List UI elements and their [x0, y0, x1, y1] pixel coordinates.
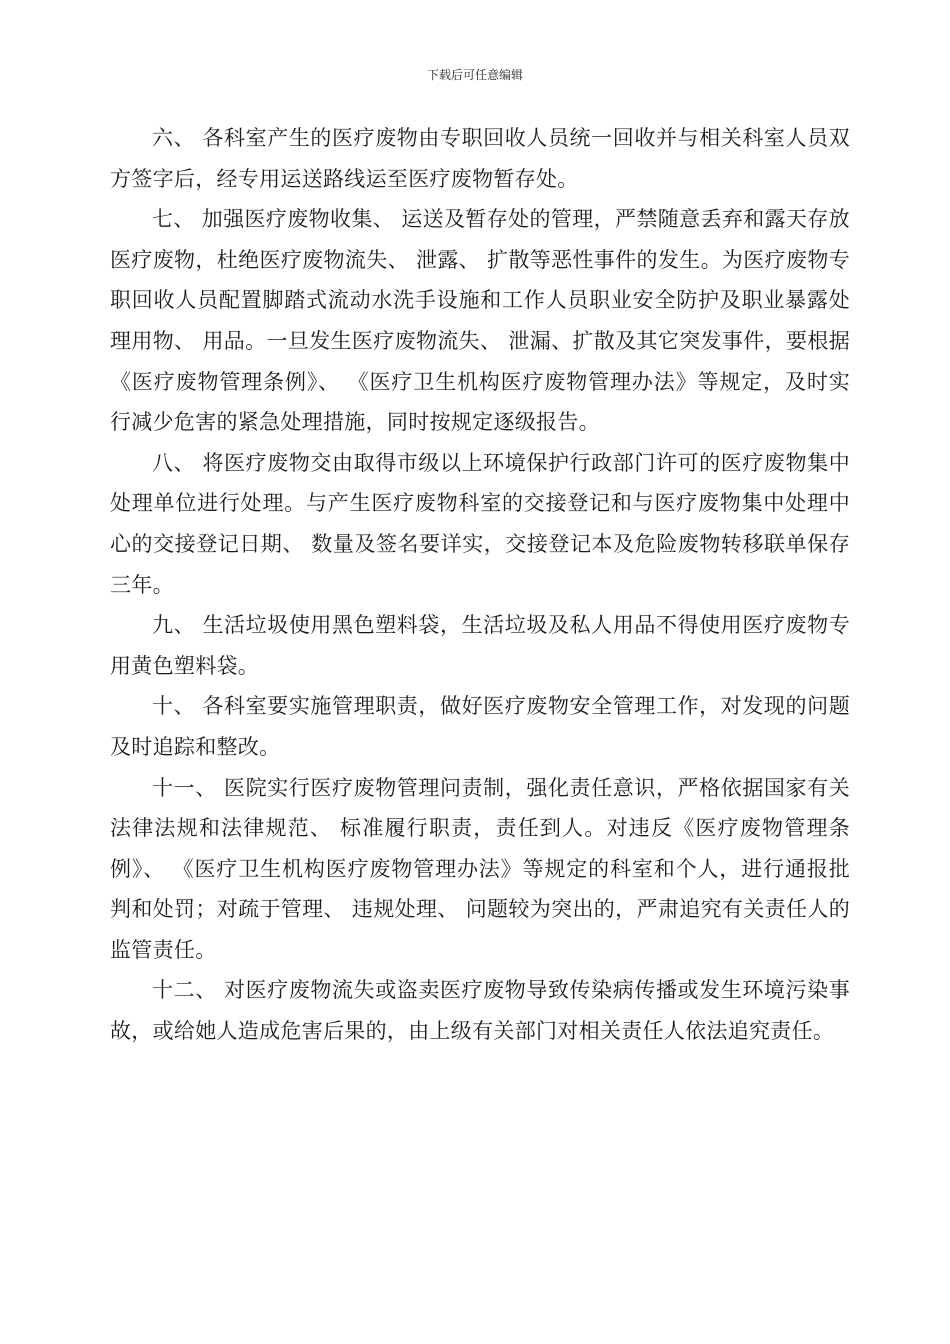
paragraph-12: 十二、 对医疗废物流失或盗卖医疗废物导致传染病传播或发生环境污染事故，或给她人造成危害后果的，由上级有关部门对相关责任人依法追究责任。	[110, 978, 850, 1044]
paragraph-10: 十、 各科室要实施管理职责，做好医疗废物安全管理工作，对发现的问题及时追踪和整改。	[110, 694, 850, 759]
paragraph-11: 十一、 医院实行医疗废物管理问责制，强化责任意识，严格依据国家有关法律法规和法律规范、 标准履行职责，责任到人。对违反《医疗废物管理条例》、 《医疗卫生机构医疗废物管理办法》等规定的科室和个人，进行通报批判和处罚；对疏于管理、 违规处理、 问题较为突出的，严肃追究有关责任人的监管责任。	[110, 775, 850, 962]
paragraph-7: 七、 加强医疗废物收集、 运送及暂存处的管理，严禁随意丢弃和露天存放医疗废物，杜绝医疗废物流失、 泄露、 扩散等恶性事件的发生。为医疗废物专职回收人员配置脚踏式流动水洗手设施和工作人员职业安全防护及职业暴露处理用物、 用品。一旦发生医疗废物流失、 泄漏、扩散及其它突发事件，要根据《医疗废物管理条例》、 《医疗卫生机构医疗废物管理办法》等规定，及时实行减少危害的紧急处理措施，同时按规定逐级报告。	[110, 207, 850, 435]
paragraph-8: 八、 将医疗废物交由取得市级以上环境保护行政部门许可的医疗废物集中处理单位进行处理。与产生医疗废物科室的交接登记和与医疗废物集中处理中心的交接登记日期、 数量及签名要详实，交接登记本及危险废物转移联单保存三年。	[110, 450, 850, 597]
paragraph-6: 六、 各科室产生的医疗废物由专职回收人员统一回收并与相关科室人员双方签字后，经专用运送路线运至医疗废物暂存处。	[110, 126, 850, 191]
paragraph-9: 九、 生活垃圾使用黑色塑料袋，生活垃圾及私人用品不得使用医疗废物专用黄色塑料袋。	[110, 613, 850, 678]
page-header: 下载后可任意编辑	[426, 68, 523, 82]
document-body	[110, 118, 850, 1052]
